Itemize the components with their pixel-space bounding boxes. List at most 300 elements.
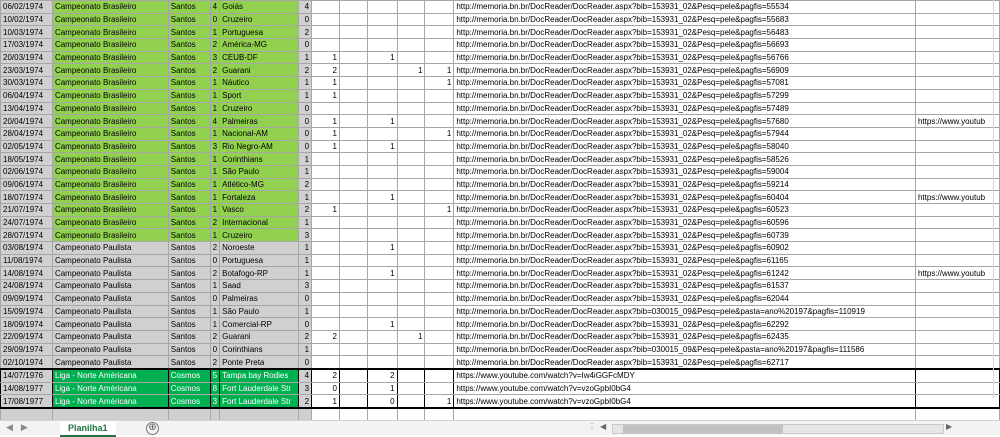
source-link-cell[interactable]: http://memoria.bn.br/DocReader/DocReader.aspx?bib=030015_09&Pesq=pele&pasta=ano%20197&pagfis=111586 (454, 343, 916, 356)
stat-cell[interactable]: 1 (367, 191, 397, 204)
competition-cell[interactable]: Campeonato Brasileiro (52, 153, 168, 166)
home-score-cell[interactable]: 1 (210, 89, 219, 102)
stat-cell[interactable] (367, 127, 397, 140)
stat-cell[interactable]: 1 (397, 330, 425, 343)
source-link-cell[interactable]: http://memoria.bn.br/DocReader/DocReader.aspx?bib=153931_02&Pesq=pele&pagfis=56766 (454, 51, 916, 64)
stat-cell[interactable] (397, 292, 425, 305)
home-score-cell[interactable]: 1 (210, 26, 219, 39)
date-cell[interactable]: 14/08/1974 (1, 267, 53, 280)
stat-cell[interactable] (367, 39, 397, 52)
stat-cell[interactable]: 2 (367, 369, 397, 382)
home-score-cell[interactable]: 0 (210, 13, 219, 26)
stat-cell[interactable] (367, 165, 397, 178)
source-link-cell[interactable]: http://memoria.bn.br/DocReader/DocReader.aspx?bib=153931_02&Pesq=pele&pagfis=59004 (454, 165, 916, 178)
stat-cell[interactable]: 1 (367, 242, 397, 255)
source-link-cell[interactable]: http://memoria.bn.br/DocReader/DocReader.aspx?bib=153931_02&Pesq=pele&pagfis=60596 (454, 216, 916, 229)
competition-cell[interactable]: Campeonato Brasileiro (52, 191, 168, 204)
away-score-cell[interactable]: 0 (299, 292, 312, 305)
date-cell[interactable]: 20/03/1974 (1, 51, 53, 64)
source-link-cell[interactable]: http://memoria.bn.br/DocReader/DocReader.aspx?bib=153931_02&Pesq=pele&pagfis=60902 (454, 242, 916, 255)
opponent-cell[interactable]: Cruzeiro (220, 102, 299, 115)
stat-cell[interactable] (339, 242, 367, 255)
opponent-cell[interactable]: Cruzeiro (220, 13, 299, 26)
home-score-cell[interactable]: 0 (210, 254, 219, 267)
away-score-cell[interactable]: 2 (299, 26, 312, 39)
home-score-cell[interactable]: 1 (210, 318, 219, 331)
away-score-cell[interactable]: 2 (299, 64, 312, 77)
stat-cell[interactable] (425, 343, 454, 356)
stat-cell[interactable] (367, 64, 397, 77)
stat-cell[interactable]: 1 (425, 127, 454, 140)
away-score-cell[interactable]: 1 (299, 77, 312, 90)
stat-cell[interactable]: 1 (312, 140, 340, 153)
extra-link-cell[interactable] (915, 254, 999, 267)
stat-cell[interactable]: 1 (367, 382, 397, 395)
stat-cell[interactable] (397, 39, 425, 52)
stat-cell[interactable]: 2 (312, 64, 340, 77)
away-score-cell[interactable]: 4 (299, 1, 312, 14)
stat-cell[interactable] (425, 292, 454, 305)
stat-cell[interactable] (367, 1, 397, 14)
away-score-cell[interactable]: 0 (299, 115, 312, 128)
home-score-cell[interactable]: 1 (210, 127, 219, 140)
stat-cell[interactable] (367, 229, 397, 242)
stat-cell[interactable] (397, 178, 425, 191)
home-score-cell[interactable]: 3 (210, 51, 219, 64)
team-cell[interactable]: Santos (168, 305, 210, 318)
stat-cell[interactable] (312, 39, 340, 52)
source-link-cell[interactable]: http://memoria.bn.br/DocReader/DocReader.aspx?bib=153931_02&Pesq=pele&pagfis=60523 (454, 204, 916, 217)
team-cell[interactable]: Santos (168, 13, 210, 26)
extra-link-cell[interactable] (915, 178, 999, 191)
stat-cell[interactable] (367, 89, 397, 102)
stat-cell[interactable]: 1 (312, 89, 340, 102)
stat-cell[interactable]: 1 (425, 204, 454, 217)
stat-cell[interactable]: 0 (312, 382, 340, 395)
next-sheet-icon[interactable]: ▶ (20, 422, 28, 432)
home-score-cell[interactable]: 0 (210, 292, 219, 305)
away-score-cell[interactable]: 1 (299, 343, 312, 356)
extra-link-cell[interactable] (915, 64, 999, 77)
date-cell[interactable]: 02/10/1974 (1, 356, 53, 369)
opponent-cell[interactable]: Guarani (220, 64, 299, 77)
stat-cell[interactable] (339, 254, 367, 267)
sheet-tab-planilha1[interactable]: Planilha1 (60, 421, 116, 437)
stat-cell[interactable] (312, 26, 340, 39)
stat-cell[interactable] (367, 254, 397, 267)
extra-link-cell[interactable] (915, 292, 999, 305)
home-score-cell[interactable]: 2 (210, 64, 219, 77)
stat-cell[interactable] (312, 102, 340, 115)
home-score-cell[interactable]: 1 (210, 165, 219, 178)
opponent-cell[interactable]: Ponte Preta (220, 356, 299, 369)
away-score-cell[interactable]: 1 (299, 254, 312, 267)
stat-cell[interactable] (425, 39, 454, 52)
away-score-cell[interactable]: 4 (299, 369, 312, 382)
extra-link-cell[interactable] (915, 51, 999, 64)
away-score-cell[interactable]: 2 (299, 178, 312, 191)
stat-cell[interactable] (339, 13, 367, 26)
opponent-cell[interactable]: Fort Lauderdale Str (220, 382, 299, 395)
date-cell[interactable]: 11/08/1974 (1, 254, 53, 267)
extra-link-cell[interactable] (915, 102, 999, 115)
date-cell[interactable]: 09/09/1974 (1, 292, 53, 305)
stat-cell[interactable] (339, 216, 367, 229)
stat-cell[interactable] (425, 140, 454, 153)
team-cell[interactable]: Santos (168, 229, 210, 242)
competition-cell[interactable]: Campeonato Brasileiro (52, 115, 168, 128)
team-cell[interactable]: Santos (168, 102, 210, 115)
home-score-cell[interactable]: 2 (210, 356, 219, 369)
extra-link-cell[interactable] (915, 330, 999, 343)
opponent-cell[interactable]: Noroeste (220, 242, 299, 255)
date-cell[interactable]: 15/09/1974 (1, 305, 53, 318)
team-cell[interactable]: Santos (168, 343, 210, 356)
team-cell[interactable]: Santos (168, 115, 210, 128)
opponent-cell[interactable]: Nacional-AM (220, 127, 299, 140)
stat-cell[interactable]: 2 (312, 330, 340, 343)
away-score-cell[interactable]: 1 (299, 267, 312, 280)
source-link-cell[interactable]: http://memoria.bn.br/DocReader/DocReader.aspx?bib=153931_02&Pesq=pele&pagfis=58040 (454, 140, 916, 153)
opponent-cell[interactable]: Guarani (220, 330, 299, 343)
home-score-cell[interactable]: 2 (210, 216, 219, 229)
stat-cell[interactable] (367, 153, 397, 166)
stat-cell[interactable] (339, 102, 367, 115)
more-icon[interactable]: ⋮ (588, 422, 596, 431)
stat-cell[interactable] (339, 191, 367, 204)
stat-cell[interactable] (425, 267, 454, 280)
competition-cell[interactable]: Campeonato Brasileiro (52, 1, 168, 14)
date-cell[interactable]: 18/07/1974 (1, 191, 53, 204)
source-link-cell[interactable]: http://memoria.bn.br/DocReader/DocReader.aspx?bib=153931_02&Pesq=pele&pagfis=60404 (454, 191, 916, 204)
stat-cell[interactable] (397, 77, 425, 90)
stat-cell[interactable]: 1 (367, 51, 397, 64)
team-cell[interactable]: Santos (168, 204, 210, 217)
stat-cell[interactable] (312, 292, 340, 305)
team-cell[interactable]: Santos (168, 330, 210, 343)
team-cell[interactable]: Santos (168, 77, 210, 90)
date-cell[interactable]: 09/06/1974 (1, 178, 53, 191)
home-score-cell[interactable]: 2 (210, 330, 219, 343)
team-cell[interactable]: Santos (168, 356, 210, 369)
date-cell[interactable]: 24/07/1974 (1, 216, 53, 229)
source-link-cell[interactable]: http://memoria.bn.br/DocReader/DocReader.aspx?bib=030015_09&Pesq=pele&pasta=ano%20197&pagfis=110919 (454, 305, 916, 318)
stat-cell[interactable] (367, 330, 397, 343)
date-cell[interactable]: 13/04/1974 (1, 102, 53, 115)
scroll-right-icon[interactable]: ▶ (946, 422, 953, 431)
away-score-cell[interactable]: 3 (299, 280, 312, 293)
stat-cell[interactable] (397, 153, 425, 166)
stat-cell[interactable] (425, 102, 454, 115)
stat-cell[interactable] (312, 13, 340, 26)
opponent-cell[interactable]: Palmeiras (220, 292, 299, 305)
extra-link-cell[interactable]: https://www.youtub (915, 267, 999, 280)
home-score-cell[interactable]: 1 (210, 280, 219, 293)
stat-cell[interactable] (312, 242, 340, 255)
stat-cell[interactable] (312, 1, 340, 14)
stat-cell[interactable] (312, 318, 340, 331)
stat-cell[interactable] (397, 140, 425, 153)
team-cell[interactable]: Santos (168, 165, 210, 178)
opponent-cell[interactable]: Rio Negro-AM (220, 140, 299, 153)
stat-cell[interactable] (425, 382, 454, 395)
competition-cell[interactable]: Campeonato Brasileiro (52, 26, 168, 39)
extra-link-cell[interactable] (915, 204, 999, 217)
date-cell[interactable]: 06/02/1974 (1, 1, 53, 14)
competition-cell[interactable]: Campeonato Brasileiro (52, 51, 168, 64)
stat-cell[interactable] (312, 305, 340, 318)
extra-link-cell[interactable] (915, 26, 999, 39)
competition-cell[interactable]: Campeonato Paulista (52, 254, 168, 267)
stat-cell[interactable] (425, 318, 454, 331)
opponent-cell[interactable]: Fortaleza (220, 191, 299, 204)
team-cell[interactable]: Santos (168, 178, 210, 191)
extra-link-cell[interactable] (915, 242, 999, 255)
stat-cell[interactable] (397, 267, 425, 280)
stat-cell[interactable] (397, 89, 425, 102)
home-score-cell[interactable]: 2 (210, 39, 219, 52)
stat-cell[interactable] (339, 343, 367, 356)
extra-link-cell[interactable] (915, 280, 999, 293)
stat-cell[interactable]: 1 (367, 267, 397, 280)
opponent-cell[interactable]: Sport (220, 89, 299, 102)
stat-cell[interactable] (425, 330, 454, 343)
stat-cell[interactable] (367, 216, 397, 229)
stat-cell[interactable] (397, 127, 425, 140)
team-cell[interactable]: Santos (168, 1, 210, 14)
stat-cell[interactable] (397, 254, 425, 267)
stat-cell[interactable] (425, 153, 454, 166)
competition-cell[interactable]: Campeonato Brasileiro (52, 216, 168, 229)
stat-cell[interactable] (425, 178, 454, 191)
date-cell[interactable]: 10/03/1974 (1, 26, 53, 39)
stat-cell[interactable] (425, 115, 454, 128)
competition-cell[interactable]: Campeonato Brasileiro (52, 102, 168, 115)
home-score-cell[interactable]: 1 (210, 178, 219, 191)
competition-cell[interactable]: Campeonato Brasileiro (52, 165, 168, 178)
date-cell[interactable]: 14/07/1976 (1, 369, 53, 382)
away-score-cell[interactable]: 3 (299, 382, 312, 395)
stat-cell[interactable]: 1 (367, 140, 397, 153)
prev-sheet-icon[interactable]: ◀ (6, 422, 13, 432)
stat-cell[interactable] (397, 242, 425, 255)
stat-cell[interactable] (339, 127, 367, 140)
away-score-cell[interactable]: 0 (299, 318, 312, 331)
stat-cell[interactable] (397, 26, 425, 39)
team-cell[interactable]: Cosmos (168, 369, 210, 382)
stat-cell[interactable] (397, 382, 425, 395)
competition-cell[interactable]: Liga - Norte Américana (52, 395, 168, 408)
opponent-cell[interactable]: Cruzeiro (220, 229, 299, 242)
team-cell[interactable]: Santos (168, 140, 210, 153)
stat-cell[interactable] (367, 356, 397, 369)
opponent-cell[interactable]: Portuguesa (220, 26, 299, 39)
stat-cell[interactable]: 0 (367, 395, 397, 408)
away-score-cell[interactable]: 0 (299, 13, 312, 26)
stat-cell[interactable] (425, 26, 454, 39)
stat-cell[interactable] (339, 330, 367, 343)
stat-cell[interactable] (397, 305, 425, 318)
stat-cell[interactable] (397, 356, 425, 369)
add-sheet-icon[interactable]: ⊕ (146, 422, 159, 435)
away-score-cell[interactable]: 1 (299, 153, 312, 166)
home-score-cell[interactable]: 1 (210, 305, 219, 318)
date-cell[interactable]: 24/08/1974 (1, 280, 53, 293)
competition-cell[interactable]: Campeonato Brasileiro (52, 39, 168, 52)
team-cell[interactable]: Santos (168, 292, 210, 305)
date-cell[interactable]: 22/09/1974 (1, 330, 53, 343)
opponent-cell[interactable]: Saad (220, 280, 299, 293)
away-score-cell[interactable]: 1 (299, 89, 312, 102)
stat-cell[interactable]: 1 (312, 204, 340, 217)
team-cell[interactable]: Santos (168, 318, 210, 331)
stat-cell[interactable] (425, 254, 454, 267)
source-link-cell[interactable]: http://memoria.bn.br/DocReader/DocReader.aspx?bib=153931_02&Pesq=pele&pagfis=57680 (454, 115, 916, 128)
stat-cell[interactable] (339, 280, 367, 293)
source-link-cell[interactable]: http://memoria.bn.br/DocReader/DocReader.aspx?bib=153931_02&Pesq=pele&pagfis=56693 (454, 39, 916, 52)
stat-cell[interactable] (312, 254, 340, 267)
stat-cell[interactable]: 1 (312, 127, 340, 140)
team-cell[interactable]: Santos (168, 127, 210, 140)
team-cell[interactable]: Santos (168, 153, 210, 166)
date-cell[interactable]: 14/08/1977 (1, 382, 53, 395)
competition-cell[interactable]: Campeonato Paulista (52, 267, 168, 280)
stat-cell[interactable] (397, 369, 425, 382)
competition-cell[interactable]: Campeonato Brasileiro (52, 13, 168, 26)
stat-cell[interactable]: 1 (367, 318, 397, 331)
extra-link-cell[interactable]: https://www.youtub (915, 191, 999, 204)
date-cell[interactable]: 28/07/1974 (1, 229, 53, 242)
away-score-cell[interactable]: 2 (299, 204, 312, 217)
stat-cell[interactable] (397, 115, 425, 128)
date-cell[interactable]: 23/03/1974 (1, 64, 53, 77)
home-score-cell[interactable]: 1 (210, 153, 219, 166)
source-link-cell[interactable]: http://memoria.bn.br/DocReader/DocReader.aspx?bib=153931_02&Pesq=pele&pagfis=61537 (454, 280, 916, 293)
away-score-cell[interactable]: 3 (299, 229, 312, 242)
away-score-cell[interactable]: 0 (299, 140, 312, 153)
away-score-cell[interactable]: 0 (299, 356, 312, 369)
team-cell[interactable]: Santos (168, 254, 210, 267)
team-cell[interactable]: Santos (168, 267, 210, 280)
source-link-cell[interactable]: http://memoria.bn.br/DocReader/DocReader.aspx?bib=153931_02&Pesq=pele&pagfis=55683 (454, 13, 916, 26)
stat-cell[interactable] (312, 191, 340, 204)
extra-link-cell[interactable] (915, 127, 999, 140)
extra-link-cell[interactable] (915, 216, 999, 229)
stat-cell[interactable] (312, 356, 340, 369)
competition-cell[interactable]: Campeonato Paulista (52, 305, 168, 318)
stat-cell[interactable] (312, 153, 340, 166)
opponent-cell[interactable]: CEUB-DF (220, 51, 299, 64)
team-cell[interactable]: Santos (168, 89, 210, 102)
source-link-cell[interactable]: http://memoria.bn.br/DocReader/DocReader.aspx?bib=153931_02&Pesq=pele&pagfis=62044 (454, 292, 916, 305)
competition-cell[interactable]: Campeonato Paulista (52, 343, 168, 356)
stat-cell[interactable] (367, 292, 397, 305)
source-link-cell[interactable]: http://memoria.bn.br/DocReader/DocReader.aspx?bib=153931_02&Pesq=pele&pagfis=57299 (454, 89, 916, 102)
stat-cell[interactable] (312, 216, 340, 229)
stat-cell[interactable] (397, 102, 425, 115)
home-score-cell[interactable]: 4 (210, 115, 219, 128)
home-score-cell[interactable]: 4 (210, 1, 219, 14)
away-score-cell[interactable]: 0 (299, 127, 312, 140)
stat-cell[interactable] (367, 26, 397, 39)
stat-cell[interactable] (339, 89, 367, 102)
extra-link-cell[interactable] (915, 318, 999, 331)
source-link-cell[interactable]: http://memoria.bn.br/DocReader/DocReader.aspx?bib=153931_02&Pesq=pele&pagfis=62717 (454, 356, 916, 369)
stat-cell[interactable]: 1 (397, 64, 425, 77)
away-score-cell[interactable]: 1 (299, 165, 312, 178)
date-cell[interactable]: 17/03/1974 (1, 39, 53, 52)
stat-cell[interactable] (312, 267, 340, 280)
stat-cell[interactable] (397, 216, 425, 229)
team-cell[interactable]: Cosmos (168, 395, 210, 408)
team-cell[interactable]: Santos (168, 242, 210, 255)
opponent-cell[interactable]: Corinthians (220, 153, 299, 166)
stat-cell[interactable] (425, 165, 454, 178)
opponent-cell[interactable]: São Paulo (220, 165, 299, 178)
opponent-cell[interactable]: Fort Lauderdale Str (220, 395, 299, 408)
stat-cell[interactable] (339, 395, 367, 408)
extra-link-cell[interactable] (915, 395, 999, 408)
source-link-cell[interactable]: http://memoria.bn.br/DocReader/DocReader.aspx?bib=153931_02&Pesq=pele&pagfis=58526 (454, 153, 916, 166)
stat-cell[interactable] (397, 318, 425, 331)
stat-cell[interactable] (397, 280, 425, 293)
competition-cell[interactable]: Campeonato Brasileiro (52, 140, 168, 153)
stat-cell[interactable]: 1 (312, 51, 340, 64)
stat-cell[interactable] (367, 343, 397, 356)
date-cell[interactable]: 03/08/1974 (1, 242, 53, 255)
source-link-cell[interactable]: http://memoria.bn.br/DocReader/DocReader.aspx?bib=153931_02&Pesq=pele&pagfis=57944 (454, 127, 916, 140)
date-cell[interactable]: 18/05/1974 (1, 153, 53, 166)
stat-cell[interactable] (339, 26, 367, 39)
extra-link-cell[interactable] (915, 39, 999, 52)
extra-link-cell[interactable] (915, 77, 999, 90)
home-score-cell[interactable]: 1 (210, 77, 219, 90)
team-cell[interactable]: Santos (168, 26, 210, 39)
stat-cell[interactable] (339, 267, 367, 280)
stat-cell[interactable] (397, 1, 425, 14)
stat-cell[interactable] (425, 191, 454, 204)
opponent-cell[interactable]: Náutico (220, 77, 299, 90)
stat-cell[interactable] (312, 165, 340, 178)
competition-cell[interactable]: Campeonato Brasileiro (52, 77, 168, 90)
stat-cell[interactable] (312, 343, 340, 356)
team-cell[interactable]: Santos (168, 191, 210, 204)
competition-cell[interactable]: Campeonato Paulista (52, 242, 168, 255)
away-score-cell[interactable]: 2 (299, 330, 312, 343)
extra-link-cell[interactable] (915, 89, 999, 102)
stat-cell[interactable] (339, 369, 367, 382)
competition-cell[interactable]: Campeonato Brasileiro (52, 64, 168, 77)
competition-cell[interactable]: Campeonato Paulista (52, 318, 168, 331)
home-score-cell[interactable]: 2 (210, 242, 219, 255)
source-link-cell[interactable]: https://www.youtube.com/watch?v=vzoGpbI0bG4 (454, 382, 916, 395)
date-cell[interactable]: 18/09/1974 (1, 318, 53, 331)
source-link-cell[interactable]: http://memoria.bn.br/DocReader/DocReader.aspx?bib=153931_02&Pesq=pele&pagfis=59214 (454, 178, 916, 191)
competition-cell[interactable]: Campeonato Paulista (52, 330, 168, 343)
away-score-cell[interactable]: 0 (299, 39, 312, 52)
stat-cell[interactable] (339, 292, 367, 305)
stat-cell[interactable] (425, 369, 454, 382)
stat-cell[interactable] (425, 229, 454, 242)
date-cell[interactable]: 02/05/1974 (1, 140, 53, 153)
source-link-cell[interactable]: http://memoria.bn.br/DocReader/DocReader.aspx?bib=153931_02&Pesq=pele&pagfis=62435 (454, 330, 916, 343)
team-cell[interactable]: Santos (168, 280, 210, 293)
team-cell[interactable]: Santos (168, 39, 210, 52)
stat-cell[interactable] (312, 280, 340, 293)
team-cell[interactable]: Cosmos (168, 382, 210, 395)
stat-cell[interactable] (339, 115, 367, 128)
stat-cell[interactable] (312, 178, 340, 191)
